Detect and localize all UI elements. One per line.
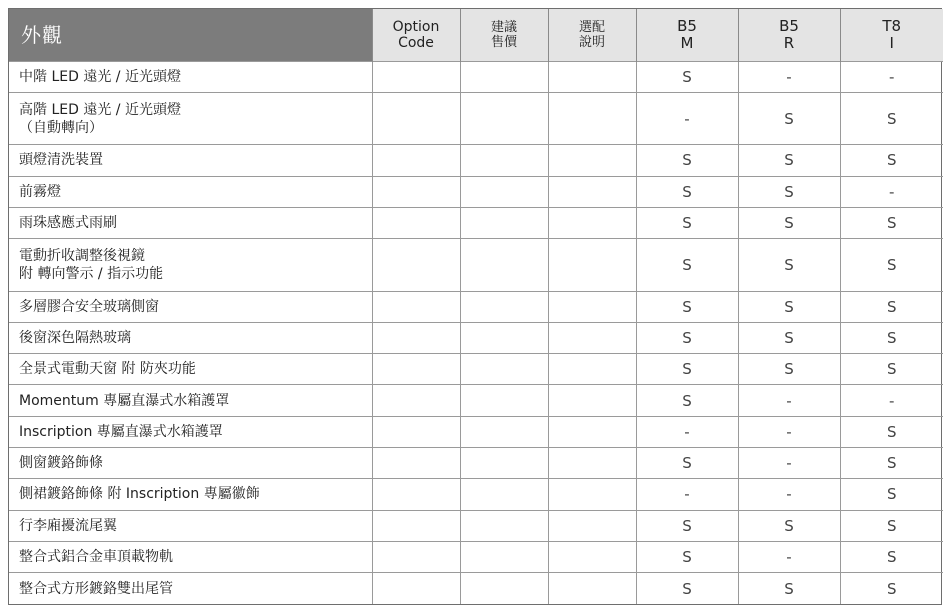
- trim-b5-r-value: S: [738, 510, 840, 541]
- table-row: [9, 291, 943, 322]
- trim-t8-i-value: S: [840, 354, 943, 385]
- option-code-cell: [372, 207, 460, 238]
- header-trim-b5-r-top: B5: [779, 16, 799, 35]
- feature-cell: [9, 416, 372, 447]
- header-price-line2: 售價: [490, 34, 517, 50]
- feature-label: Inscription 專屬直瀑式水箱護罩: [19, 423, 223, 440]
- header-option-note: [548, 9, 636, 61]
- price-cell: [460, 385, 548, 416]
- price-cell: [460, 145, 548, 176]
- header-price-line1: 建議: [490, 19, 517, 35]
- price-cell: [460, 92, 548, 144]
- header-trim-b5-r-bottom: R: [783, 33, 795, 52]
- table-row: [9, 239, 943, 291]
- option-code-cell: [372, 239, 460, 291]
- trim-t8-i-value: S: [840, 416, 943, 447]
- trim-b5-m-value: -: [636, 92, 738, 144]
- feature-label: 雨珠感應式雨刷: [19, 214, 117, 231]
- price-cell: [460, 541, 548, 572]
- feature-label: 附 轉向警示 / 指示功能: [19, 265, 164, 282]
- trim-t8-i-value: S: [840, 239, 943, 291]
- header-trim-t8-i-bottom: I: [889, 33, 894, 52]
- option-code-cell: [372, 354, 460, 385]
- feature-cell: [9, 291, 372, 322]
- trim-b5-r-value: S: [738, 239, 840, 291]
- price-cell: [460, 510, 548, 541]
- option-code-cell: [372, 510, 460, 541]
- table-row: [9, 322, 943, 353]
- trim-t8-i-value: S: [840, 541, 943, 572]
- option-code-cell: [372, 573, 460, 604]
- feature-label: 全景式電動天窗 附 防夾功能: [19, 361, 196, 378]
- option-note-cell: [548, 479, 636, 510]
- table-row: [9, 207, 943, 238]
- trim-b5-r-value: S: [738, 176, 840, 207]
- table-row: [9, 176, 943, 207]
- feature-label: Momentum 專屬直瀑式水箱護罩: [19, 392, 230, 409]
- price-cell: [460, 176, 548, 207]
- trim-b5-r-value: S: [738, 207, 840, 238]
- option-note-cell: [548, 541, 636, 572]
- exterior-spec-table: [9, 9, 943, 604]
- feature-cell: [9, 207, 372, 238]
- feature-cell: [9, 510, 372, 541]
- trim-b5-r-value: -: [738, 61, 840, 92]
- price-cell: [460, 573, 548, 604]
- header-option-code: [372, 9, 460, 61]
- price-cell: [460, 354, 548, 385]
- option-code-cell: [372, 385, 460, 416]
- header-price: [460, 9, 548, 61]
- trim-t8-i-value: S: [840, 145, 943, 176]
- price-cell: [460, 322, 548, 353]
- feature-cell: [9, 61, 372, 92]
- spec-table-container: [8, 8, 942, 605]
- table-header-row: [9, 9, 943, 61]
- header-trim-t8-i: [840, 9, 943, 61]
- feature-cell: [9, 92, 372, 144]
- feature-cell: [9, 322, 372, 353]
- trim-b5-r-value: S: [738, 322, 840, 353]
- option-code-cell: [372, 322, 460, 353]
- trim-b5-m-value: S: [636, 541, 738, 572]
- trim-b5-r-value: -: [738, 416, 840, 447]
- trim-t8-i-value: -: [840, 61, 943, 92]
- price-cell: [460, 61, 548, 92]
- option-code-cell: [372, 145, 460, 176]
- trim-b5-m-value: S: [636, 61, 738, 92]
- trim-b5-m-value: S: [636, 239, 738, 291]
- feature-label: 電動折收調整後視鏡: [19, 247, 145, 264]
- trim-b5-r-value: -: [738, 447, 840, 478]
- price-cell: [460, 207, 548, 238]
- trim-b5-m-value: S: [636, 385, 738, 416]
- feature-label: 整合式方形鍍鉻雙出尾管: [19, 580, 173, 597]
- header-option-note-line2: 說明: [578, 34, 605, 50]
- table-row: [9, 479, 943, 510]
- price-cell: [460, 447, 548, 478]
- table-row: [9, 61, 943, 92]
- feature-cell: [9, 354, 372, 385]
- feature-label: 側窗鍍鉻飾條: [19, 455, 103, 472]
- option-code-cell: [372, 176, 460, 207]
- trim-b5-m-value: S: [636, 207, 738, 238]
- trim-b5-r-value: -: [738, 479, 840, 510]
- trim-b5-m-value: -: [636, 479, 738, 510]
- feature-label: 整合式鋁合金車頂載物軌: [19, 548, 173, 565]
- header-trim-t8-i-top: T8: [882, 16, 902, 35]
- table-row: [9, 92, 943, 144]
- header-option-code-line2: Code: [398, 34, 434, 51]
- feature-cell: [9, 541, 372, 572]
- header-trim-b5-m-bottom: M: [680, 33, 694, 52]
- trim-b5-m-value: S: [636, 573, 738, 604]
- trim-b5-r-value: -: [738, 385, 840, 416]
- price-cell: [460, 239, 548, 291]
- option-note-cell: [548, 239, 636, 291]
- trim-b5-r-value: S: [738, 291, 840, 322]
- table-row: [9, 573, 943, 604]
- trim-b5-m-value: S: [636, 447, 738, 478]
- table-row: [9, 541, 943, 572]
- feature-label: 前霧燈: [19, 183, 61, 200]
- feature-label: 高階 LED 遠光 / 近光頭燈: [19, 101, 181, 118]
- trim-b5-r-value: S: [738, 92, 840, 144]
- option-note-cell: [548, 92, 636, 144]
- table-row: [9, 145, 943, 176]
- trim-t8-i-value: S: [840, 291, 943, 322]
- feature-label: 多層膠合安全玻璃側窗: [19, 298, 159, 315]
- feature-cell: [9, 573, 372, 604]
- table-row: [9, 354, 943, 385]
- option-note-cell: [548, 354, 636, 385]
- option-note-cell: [548, 385, 636, 416]
- feature-label: 後窗深色隔熱玻璃: [19, 329, 131, 346]
- header-option-code-line1: Option: [392, 18, 440, 35]
- feature-cell: [9, 239, 372, 291]
- feature-label: （自動轉向）: [19, 119, 103, 136]
- feature-cell: [9, 145, 372, 176]
- header-option-note-line1: 選配: [578, 19, 605, 35]
- header-trim-b5-m-top: B5: [677, 16, 697, 35]
- option-note-cell: [548, 61, 636, 92]
- option-note-cell: [548, 416, 636, 447]
- trim-t8-i-value: S: [840, 447, 943, 478]
- trim-b5-m-value: S: [636, 145, 738, 176]
- option-code-cell: [372, 479, 460, 510]
- trim-t8-i-value: S: [840, 207, 943, 238]
- trim-b5-m-value: S: [636, 354, 738, 385]
- option-note-cell: [548, 176, 636, 207]
- feature-label: 中階 LED 遠光 / 近光頭燈: [19, 68, 181, 85]
- section-title: 外觀: [9, 9, 372, 61]
- trim-t8-i-value: S: [840, 322, 943, 353]
- header-trim-b5-r: [738, 9, 840, 61]
- feature-cell: [9, 479, 372, 510]
- table-body: [9, 61, 943, 604]
- table-row: [9, 385, 943, 416]
- feature-cell: [9, 385, 372, 416]
- trim-t8-i-value: S: [840, 573, 943, 604]
- trim-b5-m-value: S: [636, 322, 738, 353]
- option-code-cell: [372, 447, 460, 478]
- price-cell: [460, 416, 548, 447]
- price-cell: [460, 479, 548, 510]
- feature-label: 側裙鍍鉻飾條 附 Inscription 專屬徽飾: [19, 486, 260, 503]
- trim-t8-i-value: -: [840, 385, 943, 416]
- trim-b5-r-value: -: [738, 541, 840, 572]
- option-code-cell: [372, 92, 460, 144]
- option-code-cell: [372, 416, 460, 447]
- trim-b5-r-value: S: [738, 145, 840, 176]
- trim-b5-m-value: -: [636, 416, 738, 447]
- option-note-cell: [548, 291, 636, 322]
- option-code-cell: [372, 61, 460, 92]
- feature-cell: [9, 447, 372, 478]
- table-row: [9, 447, 943, 478]
- option-note-cell: [548, 322, 636, 353]
- trim-t8-i-value: -: [840, 176, 943, 207]
- table-row: [9, 416, 943, 447]
- trim-b5-r-value: S: [738, 573, 840, 604]
- feature-cell: [9, 176, 372, 207]
- trim-t8-i-value: S: [840, 510, 943, 541]
- option-code-cell: [372, 541, 460, 572]
- trim-t8-i-value: S: [840, 479, 943, 510]
- option-note-cell: [548, 207, 636, 238]
- header-trim-b5-m: [636, 9, 738, 61]
- feature-label: 行李廂擾流尾翼: [19, 517, 117, 534]
- option-note-cell: [548, 510, 636, 541]
- option-code-cell: [372, 291, 460, 322]
- trim-b5-r-value: S: [738, 354, 840, 385]
- trim-t8-i-value: S: [840, 92, 943, 144]
- trim-b5-m-value: S: [636, 176, 738, 207]
- option-note-cell: [548, 573, 636, 604]
- table-row: [9, 510, 943, 541]
- price-cell: [460, 291, 548, 322]
- option-note-cell: [548, 145, 636, 176]
- trim-b5-m-value: S: [636, 510, 738, 541]
- trim-b5-m-value: S: [636, 291, 738, 322]
- option-note-cell: [548, 447, 636, 478]
- feature-label: 頭燈清洗裝置: [19, 152, 103, 169]
